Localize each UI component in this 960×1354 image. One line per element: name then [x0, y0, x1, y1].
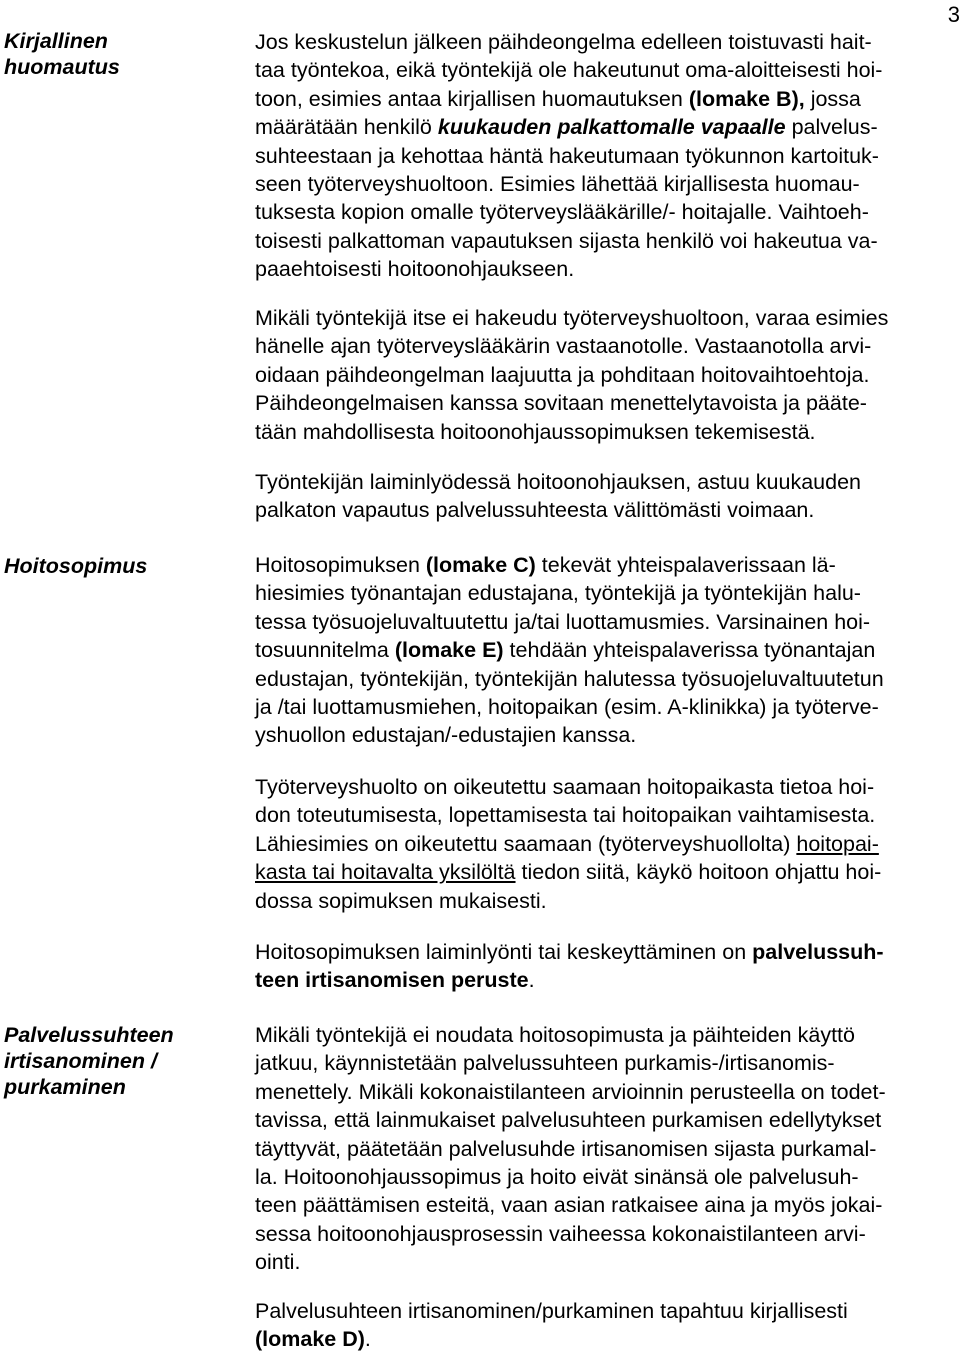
text-line — [255, 887, 960, 915]
text-line — [255, 142, 960, 170]
text-run: Työterveyshuolto on oikeutettu saamaan hoitopaikasta tietoa hoi- — [255, 775, 875, 799]
text-run: edustajan, työntekijän, työntekijän halutessa työsuojeluvaltuutetun — [255, 666, 884, 691]
text-line — [255, 170, 960, 198]
paragraph — [255, 551, 960, 750]
text-run: sessa hoitoonohjausprosessin vaiheessa kokonaistilanteen arvi- — [255, 1221, 866, 1246]
text-line — [255, 389, 960, 417]
text-line — [255, 773, 960, 801]
text-line — [255, 1325, 960, 1353]
text-run: tiedon siitä, käykö hoitoon ohjattu hoi- — [515, 860, 882, 885]
text-line — [255, 304, 960, 332]
text-line — [255, 332, 960, 360]
paragraph — [255, 304, 960, 446]
text-run: tosuunnitelma — [255, 638, 395, 663]
text-run: tavissa, että lainmukaiset palvelusuhteen purkamisen edellytykset — [255, 1108, 882, 1133]
text-line — [255, 1220, 960, 1248]
text-run: dossa sopimuksen mukaisesti. — [255, 888, 547, 913]
text-line — [255, 551, 960, 579]
text-run: don toteutumisesta, lopettamisesta tai hoitopaikan vaihtamisesta. — [255, 803, 876, 828]
text-line — [255, 1135, 960, 1163]
text-line — [255, 966, 960, 994]
text-run: ja /tai luottamusmiehen, hoitopaikan (esim. A-klinikka) ja työterve- — [255, 695, 879, 720]
emphasized-text: palvelussuh- — [752, 940, 884, 964]
text-line — [255, 361, 960, 389]
text-line — [255, 1163, 960, 1191]
text-line — [255, 938, 960, 966]
text-run: tehdään yhteispalaverissa työnantajan — [503, 638, 876, 663]
text-run: toisesti palkattoman vapautuksen sijasta henkilö voi hakeutua va- — [255, 228, 878, 253]
text-run: tään mahdollisesta hoitoonohjaussopimuksen tekemisestä. — [255, 419, 816, 444]
text-run: Lähiesimies on oikeutettu saamaan (työterveyshuollolta) — [255, 831, 797, 856]
text-run: tessa työsuojeluvaltuutettu ja/tai luottamusmies. Varsinainen hoi- — [255, 609, 871, 634]
text-line — [255, 830, 960, 858]
text-run: menettely. Mikäli kokonaistilanteen arvioinnin perusteella on todet- — [255, 1079, 886, 1104]
text-run: toon, esimies antaa kirjallisen huomautuksen — [255, 86, 689, 111]
text-line — [255, 255, 960, 283]
text-line — [255, 579, 960, 607]
text-run: . — [528, 968, 535, 993]
text-line — [255, 608, 960, 636]
text-line — [255, 418, 960, 446]
text-run: jatkuu, käynnistetään palvelussuhteen purkamis-/irtisanomis- — [255, 1051, 835, 1076]
text-run: . — [364, 1327, 371, 1352]
text-line — [255, 56, 960, 84]
text-run: paaehtoisesti hoitoonohjaukseen. — [255, 257, 575, 282]
section-heading-kirjallinen-huomautus: Kirjallinen huomautus — [4, 29, 120, 79]
emphasized-text: kasta tai hoitavalta yksilöltä — [255, 860, 516, 885]
emphasized-text: (lomake B), — [688, 86, 805, 111]
text-line — [255, 113, 960, 141]
text-line — [255, 198, 960, 226]
text-line — [255, 858, 960, 886]
text-run: palvelus- — [785, 115, 878, 140]
paragraph — [255, 1297, 960, 1354]
text-line — [255, 227, 960, 255]
text-run: Palvelusuhteen irtisanominen/purkaminen tapahtuu kirjallisesti — [255, 1299, 848, 1323]
text-run: yshuollon edustajan/-edustajien kanssa. — [255, 723, 637, 748]
text-line — [255, 801, 960, 829]
text-run: Mikäli työntekijä itse ei hakeudu työterveyshuoltoon, varaa esimies — [255, 306, 889, 330]
emphasized-text: kuukauden palkattomalle vapaalle — [437, 115, 786, 140]
section-heading-hoitosopimus: Hoitosopimus — [4, 554, 148, 578]
text-run: hänelle ajan työterveyslääkärin vastaanotolle. Vastaanotolla arvi- — [255, 334, 872, 359]
text-run: taa työntekoa, eikä työntekijä ole hakeutunut oma-aloitteisesti hoi- — [255, 58, 883, 83]
text-line — [255, 693, 960, 721]
text-run: Hoitosopimuksen — [255, 553, 426, 577]
paragraph — [255, 1021, 960, 1277]
text-line — [255, 665, 960, 693]
text-run: suhteestaan ja kehottaa häntä hakeutumaan työkunnon kartoituk- — [255, 143, 879, 168]
text-run: teen päättämisen esteitä, vaan asian ratkaisee aina ja myös jokai- — [255, 1193, 883, 1218]
text-run: la. Hoitoonohjaussopimus ja hoito eivät sinänsä ole palvelusuh- — [255, 1165, 859, 1190]
section-heading-palvelussuhteen-irtisanominen: Palvelussuhteen irtisanominen / purkaminen — [4, 1023, 174, 1099]
page-number: 3 — [947, 2, 960, 27]
paragraph — [255, 468, 960, 525]
text-run: tuksesta kopion omalle työterveyslääkärille/- hoitajalle. Vaihtoeh- — [255, 200, 869, 225]
emphasized-text: teen irtisanomisen peruste — [255, 968, 529, 993]
text-line — [255, 468, 960, 496]
paragraph — [255, 773, 960, 915]
text-line — [255, 636, 960, 664]
text-run: Päihdeongelmaisen kanssa sovitaan menettelytavoista ja pääte- — [255, 391, 867, 416]
text-line — [255, 1248, 960, 1276]
text-run: määrätään henkilö — [255, 115, 438, 140]
text-line — [255, 1106, 960, 1134]
text-line — [255, 496, 960, 524]
text-line — [255, 1049, 960, 1077]
text-run: oidaan päihdeongelman laajuutta ja pohditaan hoitovaihtoehtoja. — [255, 362, 870, 387]
emphasized-text: (lomake D) — [255, 1327, 365, 1352]
text-run: Työntekijän laiminlyödessä hoitoonohjauksen, astuu kuukauden — [255, 470, 861, 494]
text-run: Mikäli työntekijä ei noudata hoitosopimusta ja päihteiden käyttö — [255, 1023, 855, 1047]
text-line — [255, 721, 960, 749]
paragraph — [255, 938, 960, 995]
emphasized-text: hoitopai- — [796, 831, 879, 856]
text-line — [255, 1297, 960, 1325]
text-run: jossa — [804, 86, 861, 111]
text-run: täyttyvät, päätetään palvelusuhde irtisanomisen sijasta purkamal- — [255, 1136, 877, 1161]
text-line — [255, 85, 960, 113]
text-run: tekevät yhteispalaverissaan lä- — [535, 553, 836, 577]
text-line — [255, 28, 960, 56]
emphasized-text: (lomake C) — [425, 553, 536, 577]
text-run: Hoitosopimuksen laiminlyönti tai keskeyttäminen on — [255, 940, 753, 964]
text-run: seen työterveyshuoltoon. Esimies lähettää kirjallisesta huomau- — [255, 172, 860, 197]
text-run: Jos keskustelun jälkeen päihdeongelma edelleen toistuvasti hait- — [255, 30, 872, 54]
text-run: ointi. — [255, 1250, 301, 1275]
text-line — [255, 1078, 960, 1106]
text-line — [255, 1191, 960, 1219]
text-run: palkaton vapautus palvelussuhteesta välittömästi voimaan. — [255, 498, 815, 523]
text-run: hiesimies työnantajan edustajana, työntekijä ja työntekijän halu- — [255, 581, 861, 606]
paragraph — [255, 28, 960, 284]
emphasized-text: (lomake E) — [394, 638, 504, 663]
text-line — [255, 1021, 960, 1049]
